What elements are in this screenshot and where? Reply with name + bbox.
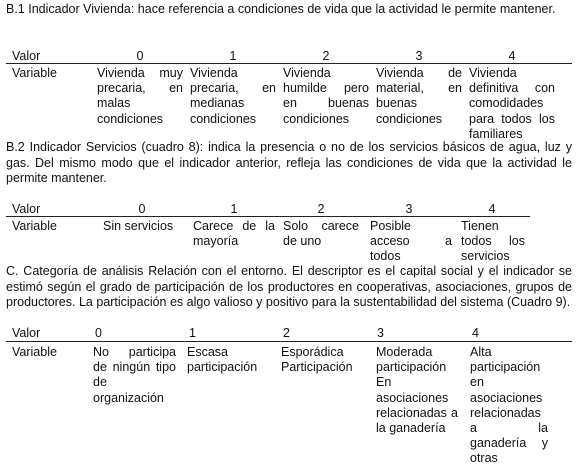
c-cell-2: Esporádica Participación — [281, 345, 353, 375]
c-table-top-rule — [6, 341, 572, 342]
b1-cell-3: Vivienda de material, en buenas condiciones — [376, 66, 462, 126]
b2-cell-0: Sin servicios — [103, 219, 174, 233]
b2-header-0: 0 — [138, 202, 146, 216]
c-header-3: 3 — [377, 326, 384, 340]
b1-row-label: Variable — [12, 66, 57, 80]
b2-row-label: Variable — [12, 219, 57, 233]
b2-header-4: 4 — [488, 202, 496, 216]
b1-header-4: 4 — [508, 49, 516, 63]
b1-header-2: 2 — [322, 49, 330, 63]
b2-paragraph: B.2 Indicador Servicios (cuadro 8): indica la presencia o no de los servicios básicos de agua, luz y gas. Del mismo modo que el indicador anterior, refleja las condiciones de vida que la actividad le permite mantener. — [6, 140, 572, 185]
c-header-valor: Valor — [12, 326, 41, 340]
b2-cell-4: Tienen todos los servicios — [461, 219, 525, 264]
b1-cell-2: Vivienda humilde pero en buenas condiciones — [283, 66, 369, 126]
c-paragraph: C. Categoría de análisis Relación con el entorno. El descriptor es el capital social y el indicador se estimó según el grado de participación de los productores en cooperativas, asociaciones, grupos de productores. La participación es algo valioso y positivo para la sustentabilidad del sistema (Cuadro 9). — [6, 264, 572, 309]
b2-header-1: 1 — [230, 202, 238, 216]
b2-cell-3: Posible acceso a todos — [370, 219, 452, 264]
c-header-4: 4 — [472, 326, 479, 340]
b1-paragraph: B.1 Indicador Vivienda: hace referencia a condiciones de vida que la actividad le permite mantener. — [6, 2, 556, 16]
b1-cell-4: Vivienda definitiva con comodidades para todos los familiares — [469, 66, 555, 141]
b1-cell-1: Vivienda precaria, en medianas condiciones — [190, 66, 276, 126]
c-header-2: 2 — [283, 326, 290, 340]
b1-header-3: 3 — [415, 49, 423, 63]
c-row-label: Variable — [12, 345, 57, 359]
c-header-0: 0 — [95, 326, 102, 340]
b1-header-valor: Valor — [12, 49, 41, 63]
b1-header-0: 0 — [136, 49, 144, 63]
c-cell-3: Moderada participación En asociaciones relacionadas a la ganadería — [376, 345, 458, 436]
b2-cell-2: Solo carece de uno — [283, 219, 359, 249]
c-cell-4: Alta participación en asociaciones relacionadas a la ganadería y otras — [470, 345, 548, 466]
c-header-1: 1 — [189, 326, 196, 340]
b2-cell-1: Carece de la mayoría — [193, 219, 275, 249]
c-cell-0: No participa de ningún tipo de organización — [93, 345, 176, 405]
c-cell-1: Escasa participación — [187, 345, 258, 375]
b1-cell-0: Vivienda muy precaria, en malas condiciones — [97, 66, 183, 126]
b2-header-2: 2 — [317, 202, 325, 216]
b2-header-valor: Valor — [12, 202, 41, 216]
b2-header-3: 3 — [405, 202, 413, 216]
b1-header-1: 1 — [229, 49, 237, 63]
